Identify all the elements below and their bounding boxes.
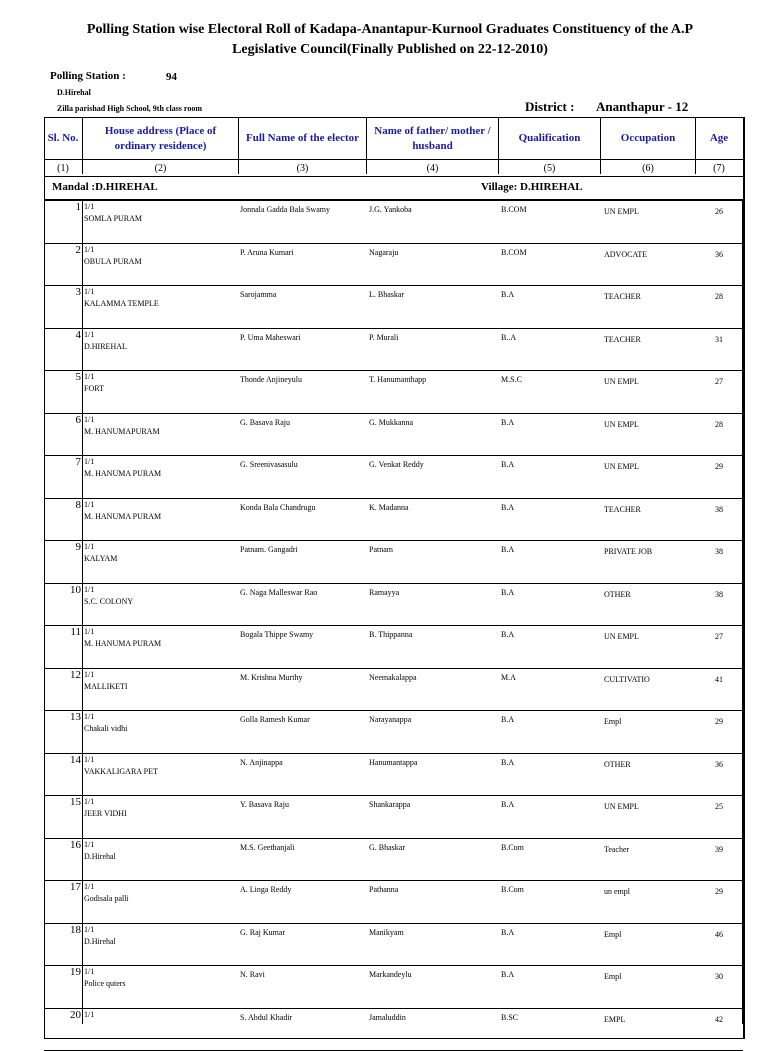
qualification: B.A — [501, 502, 515, 512]
occupation: ADVOCATE — [604, 249, 648, 259]
house-place: M. HANUMA PURAM — [84, 511, 162, 521]
age: 38 — [715, 547, 723, 556]
table-row — [44, 499, 743, 541]
qualification: B.COM — [501, 205, 527, 214]
elector-name: Konda Bala Chandrugu — [240, 502, 316, 512]
header-sl-no: Sl. No. — [47, 132, 79, 144]
qualification: B.A — [501, 800, 515, 809]
house-place: D.Hirehal — [84, 851, 116, 861]
colnum-divider — [44, 176, 743, 177]
header-father-name: Name of father/ mother / husband — [374, 124, 491, 152]
serial-number: 20 — [70, 1008, 81, 1021]
table-row — [44, 244, 743, 286]
elector-name: Sarojamma — [240, 290, 277, 299]
elector-name: M. Krishna Murthy — [240, 672, 303, 682]
serial-number: 15 — [70, 796, 81, 808]
district-label: District : — [525, 99, 575, 114]
elector-name: G. Raj Kumar — [240, 927, 286, 937]
house-place: VAKKALIGARA PET — [84, 766, 158, 776]
relative-name: P. Murali — [369, 332, 399, 342]
serial-number: 8 — [75, 498, 81, 511]
qualification: B.A — [501, 417, 515, 427]
header-occupation: Occupation — [620, 132, 676, 144]
qualification: B.A — [501, 927, 515, 937]
qualification: B.Com — [501, 885, 524, 894]
occupation: UN EMPL — [604, 419, 639, 429]
house-number: 1/1 — [84, 754, 95, 764]
relative-name: L. Bhaskar — [369, 290, 405, 299]
table-row — [44, 456, 743, 498]
age: 46 — [715, 929, 723, 939]
elector-name: P. Uma Maheswari — [240, 332, 301, 342]
house-number: 1/1 — [84, 669, 95, 679]
header-age: Age — [709, 132, 729, 144]
elector-name: P. Aruna Kumari — [240, 247, 294, 257]
serial-number: 12 — [70, 668, 81, 681]
elector-name: G. Naga Malleswar Rao — [240, 587, 318, 597]
house-place: M. HANUMA PURAM — [84, 639, 162, 648]
age: 36 — [715, 759, 723, 769]
occupation: EMPL — [604, 1014, 626, 1024]
elector-name: Thonde Anjineyulu — [240, 375, 302, 384]
elector-name: G. Sreenivasasulu — [240, 460, 298, 469]
house-number: 1/1 — [84, 712, 95, 721]
relative-name: Neemakalappa — [369, 672, 417, 682]
serial-number: 17 — [70, 881, 81, 893]
header-house-address: House address (Place of ordinary residence) — [104, 124, 217, 152]
table-row — [44, 584, 743, 626]
house-number: 1/1 — [84, 584, 95, 594]
serial-number: 18 — [70, 923, 81, 936]
elector-name: Jonnala Gadda Bala Swamy — [240, 205, 330, 214]
relative-name: G. Venkat Reddy — [369, 460, 424, 469]
table-row — [44, 201, 743, 243]
house-place: KALYAM — [84, 554, 118, 563]
qualification: B.A — [501, 587, 515, 597]
serial-number: 1 — [75, 201, 81, 213]
house-number: 1/1 — [84, 839, 95, 849]
age: 38 — [715, 504, 723, 514]
age: 30 — [715, 972, 723, 981]
mandal-label: Mandal :D.HIREHAL — [52, 181, 158, 193]
age: 29 — [715, 462, 723, 471]
elector-name: N. Anjinappa — [240, 757, 283, 767]
house-number: 1/1 — [84, 414, 95, 424]
relative-name: Pathanna — [369, 885, 399, 894]
serial-number: 19 — [70, 966, 81, 978]
table-row — [44, 966, 743, 1008]
occupation: Teacher — [604, 844, 630, 854]
relative-name: Narayanappa — [369, 715, 412, 724]
elector-name: M.S. Geethanjali — [240, 842, 295, 852]
house-place: M. HANUMA PURAM — [84, 469, 162, 478]
colnum-3: (3) — [296, 163, 309, 174]
occupation: UN EMPL — [604, 462, 639, 471]
house-number: 1/1 — [84, 499, 95, 509]
house-place: FORT — [84, 384, 104, 393]
occupation: UN EMPL — [604, 377, 639, 386]
serial-number: 5 — [75, 371, 81, 383]
colnum-7: (7) — [713, 163, 725, 174]
age: 41 — [715, 674, 723, 684]
table-row — [44, 711, 743, 753]
house-place: S.C. COLONY — [84, 596, 134, 606]
qualification: B.A — [501, 630, 515, 639]
occupation: Empl — [604, 972, 622, 981]
relative-name: Patnam — [369, 545, 393, 554]
relative-name: G. Bhaskar — [369, 842, 405, 852]
colnum-2: (2) — [154, 163, 167, 174]
qualification: B.COM — [501, 247, 527, 257]
district-value: Ananthapur - 12 — [596, 99, 689, 114]
qualification: M.A — [501, 672, 516, 682]
age: 36 — [715, 249, 723, 259]
table-row — [44, 881, 743, 923]
house-place: Police quters — [84, 979, 126, 988]
relative-name: Nagaraju — [369, 247, 399, 257]
polling-station-label: Polling Station : — [50, 70, 126, 82]
header-qualification: Qualification — [518, 132, 581, 144]
occupation: Empl — [604, 929, 622, 939]
table-row — [44, 329, 743, 371]
house-place: JEER VIDHI — [84, 809, 127, 818]
occupation: UN EMPL — [604, 802, 639, 811]
table-row — [44, 286, 743, 328]
house-place: Chakali vidhi — [84, 724, 128, 733]
age: 28 — [715, 292, 723, 301]
colnum-4: (4) — [426, 163, 439, 174]
table-row — [44, 669, 743, 711]
serial-number: 13 — [70, 711, 81, 723]
house-place: D.HIREHAL — [84, 341, 127, 351]
relative-name: J.G. Yankoba — [369, 205, 412, 214]
elector-name: Y. Basava Raju — [240, 800, 289, 809]
house-number: 1/1 — [84, 202, 95, 211]
house-number: 1/1 — [84, 372, 95, 381]
house-number: 1/1 — [84, 329, 95, 339]
table-row — [44, 541, 743, 583]
age: 39 — [715, 844, 723, 854]
serial-number: 9 — [75, 541, 81, 553]
table-row — [44, 924, 743, 966]
elector-name: Golla Ramesh Kumar — [240, 715, 310, 724]
serial-number: 2 — [75, 243, 81, 256]
relative-name: Markandeylu — [369, 970, 412, 979]
village-label: Village: D.HIREHAL — [481, 181, 583, 193]
colnum-6: (6) — [642, 163, 654, 174]
house-number: 1/1 — [84, 882, 95, 891]
age: 42 — [715, 1014, 723, 1024]
occupation: OTHER — [604, 759, 631, 769]
relative-name: Shankarappa — [369, 800, 411, 809]
house-number: 1/1 — [84, 967, 95, 976]
document-title — [40, 20, 740, 60]
house-number: 1/1 — [84, 627, 95, 636]
house-place: MALLIKETI — [84, 681, 128, 691]
house-number: 1/1 — [84, 244, 95, 254]
relative-name: Ramayya — [369, 587, 400, 597]
table-row — [44, 754, 743, 796]
table-row — [44, 371, 743, 413]
serial-number: 10 — [70, 583, 81, 596]
polling-station-name: D.Hirehal — [57, 88, 91, 97]
serial-number: 16 — [70, 838, 81, 851]
occupation: OTHER — [604, 589, 631, 599]
house-number: 1/1 — [84, 287, 95, 296]
serial-number: 7 — [75, 456, 81, 468]
occupation: TEACHER — [604, 334, 641, 344]
age: 31 — [715, 334, 723, 344]
house-place: OBULA PURAM — [84, 256, 142, 266]
age: 29 — [715, 717, 723, 726]
house-number: 1/1 — [84, 542, 95, 551]
occupation: TEACHER — [604, 504, 641, 514]
serial-number: 11 — [70, 626, 81, 638]
relative-name: Jamaluddin — [369, 1012, 406, 1022]
qualification: M.S.C — [501, 375, 522, 384]
age: 26 — [715, 207, 723, 216]
age: 25 — [715, 802, 723, 811]
relative-name: Hanumantappa — [369, 757, 418, 767]
serial-number: 3 — [75, 286, 81, 298]
occupation: PRIVATE JOB — [604, 547, 653, 556]
house-place: M. HANUMAPURAM — [84, 426, 160, 436]
colnum-1: (1) — [57, 163, 69, 174]
elector-name: N. Ravi — [240, 970, 265, 979]
serial-number: 4 — [75, 328, 81, 341]
elector-name: A. Linga Reddy — [240, 885, 292, 894]
house-place: D.Hirehal — [84, 936, 116, 946]
relative-name: Manikyam — [369, 927, 404, 937]
house-number: 1/1 — [84, 924, 95, 934]
occupation: un empl — [604, 887, 630, 896]
age: 27 — [715, 632, 723, 641]
serial-number: 6 — [75, 413, 81, 426]
table-row — [44, 839, 743, 881]
house-number: 1/1 — [84, 797, 95, 806]
relative-name: K. Madanna — [369, 502, 409, 512]
elector-name: S. Abdul Khadir — [240, 1012, 293, 1022]
elector-name: G. Basava Raju — [240, 417, 290, 427]
relative-name: B. Thippanna — [369, 630, 413, 639]
occupation: Empl — [604, 717, 622, 726]
age: 28 — [715, 419, 723, 429]
qualification: B.A — [501, 460, 515, 469]
elector-name: Bogala Thippe Swamy — [240, 630, 314, 639]
table-row — [44, 1009, 743, 1051]
qualification: B.A — [501, 970, 515, 979]
age: 38 — [715, 589, 723, 599]
title-line-2: Legislative Council(Finally Published on 22-12-2010) — [232, 42, 548, 57]
house-number: 1/1 — [84, 457, 95, 466]
polling-station-number: 94 — [166, 71, 177, 83]
relative-name: G. Mukkanna — [369, 417, 413, 427]
occupation: UN EMPL — [604, 632, 639, 641]
table-row — [44, 796, 743, 838]
qualification: B.A — [501, 545, 515, 554]
age: 29 — [715, 887, 723, 896]
relative-name: T. Hanumanthapp — [369, 375, 427, 384]
colnum-5: (5) — [543, 163, 556, 174]
table-row — [44, 626, 743, 668]
house-place: KALAMMA TEMPLE — [84, 299, 159, 308]
house-place: SOMLA PURAM — [84, 214, 143, 223]
elector-name: Patnam. Gangadri — [240, 545, 298, 554]
title-line-1: Polling Station wise Electoral Roll of Kadapa-Anantapur-Kurnool Graduates Constituency of the A.P — [86, 22, 694, 37]
qualification: B.Com — [501, 842, 524, 852]
qualification: B..A — [501, 332, 517, 342]
polling-station-location: Zilla parishad High School, 9th class room — [57, 104, 202, 113]
house-place: Godisala palli — [84, 894, 129, 903]
occupation: TEACHER — [604, 292, 641, 301]
qualification: B.A — [501, 757, 515, 767]
serial-number: 14 — [70, 753, 81, 766]
occupation: CULTIVATIO — [604, 674, 650, 684]
qualification: B.SC — [501, 1012, 519, 1022]
qualification: B.A — [501, 290, 515, 299]
table-row — [44, 414, 743, 456]
occupation: UN EMPL — [604, 207, 639, 216]
header-elector-name: Full Name of the elector — [245, 132, 359, 144]
house-number: 1/1 — [84, 1009, 95, 1019]
qualification: B.A — [501, 715, 515, 724]
age: 27 — [715, 377, 723, 386]
